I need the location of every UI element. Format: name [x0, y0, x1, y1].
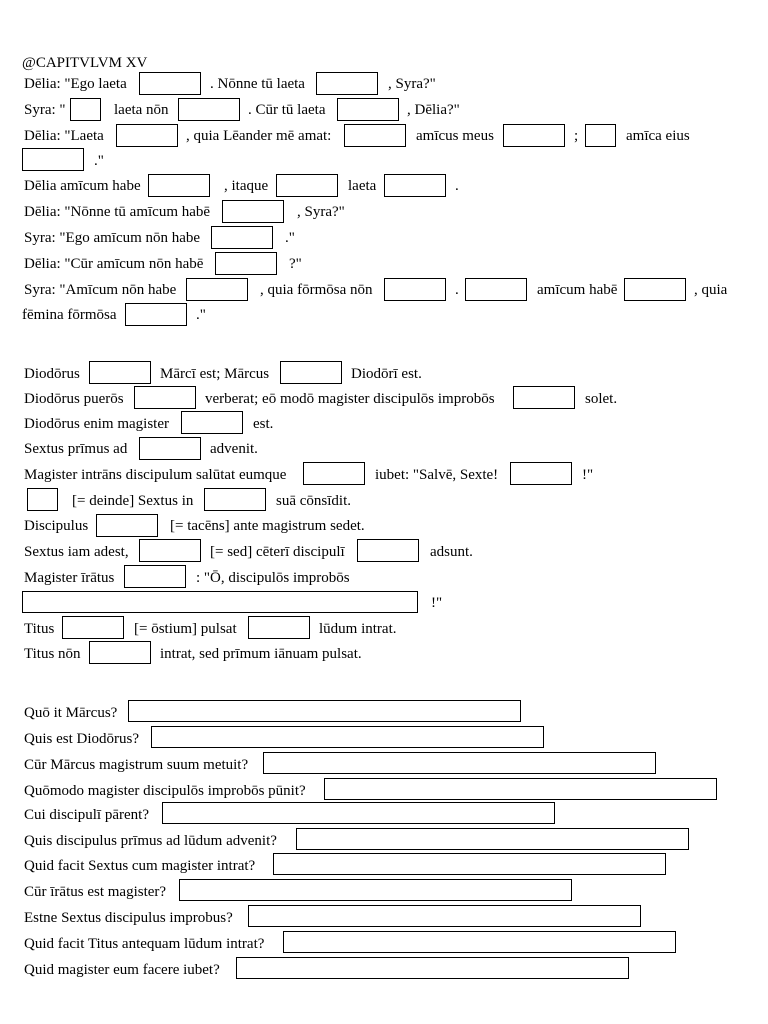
exercise-text: Magister īrātus — [24, 570, 115, 586]
blank-field[interactable] — [116, 124, 178, 147]
exercise-text: !" — [431, 595, 443, 611]
blank-field[interactable] — [27, 488, 58, 511]
dialogue-text: . — [455, 282, 459, 298]
dialogue-text: Dēlia: "Laeta — [24, 128, 104, 144]
answer-field[interactable] — [324, 778, 717, 800]
exercise-text: Diodōrus — [24, 366, 80, 382]
blank-field[interactable] — [280, 361, 342, 384]
answer-field[interactable] — [128, 700, 521, 722]
dialogue-text: ?" — [289, 256, 302, 272]
exercise-text: intrat, sed prīmum iānuam pulsat. — [160, 646, 362, 662]
exercise-text: Sextus iam adest, — [24, 544, 129, 560]
blank-field[interactable] — [89, 641, 151, 664]
blank-field[interactable] — [215, 252, 277, 275]
question-label: Quis est Diodōrus? — [24, 731, 139, 747]
dialogue-text: Dēlia: "Cūr amīcum nōn habē — [24, 256, 204, 272]
blank-field[interactable] — [139, 72, 201, 95]
dialogue-text: . — [455, 178, 459, 194]
dialogue-text: ; — [574, 128, 579, 144]
dialogue-text: ." — [94, 153, 104, 169]
exercise-text: !" — [582, 467, 594, 483]
dialogue-text: , Syra?" — [388, 76, 436, 92]
exercise-text: suā cōnsīdit. — [276, 493, 351, 509]
answer-field[interactable] — [248, 905, 641, 927]
dialogue-text: ." — [196, 307, 206, 323]
exercise-text: solet. — [585, 391, 618, 407]
dialogue-text: Syra: " — [24, 102, 66, 118]
blank-field[interactable] — [181, 411, 243, 434]
blank-field[interactable] — [22, 148, 84, 171]
dialogue-text: , Syra?" — [297, 204, 345, 220]
exercise-text: [= ōstium] pulsat — [134, 621, 237, 637]
exercise-text: Titus nōn — [24, 646, 81, 662]
exercise-text: verberat; eō modō magister discipulōs improbōs — [205, 391, 495, 407]
dialogue-text: , itaque — [224, 178, 269, 194]
blank-field[interactable] — [465, 278, 527, 301]
blank-field[interactable] — [276, 174, 338, 197]
blank-field[interactable] — [316, 72, 378, 95]
exercise-text: [= deinde] Sextus in — [72, 493, 194, 509]
answer-field[interactable] — [283, 931, 676, 953]
blank-field[interactable] — [70, 98, 101, 121]
answer-field[interactable] — [162, 802, 555, 824]
page-title: @CAPITVLVM XV — [22, 55, 148, 71]
exercise-text: Magister intrāns discipulum salūtat eumque — [24, 467, 287, 483]
blank-field[interactable] — [513, 386, 575, 409]
blank-field[interactable] — [178, 98, 240, 121]
dialogue-text: Syra: "Amīcum nōn habe — [24, 282, 177, 298]
blank-field[interactable] — [125, 303, 187, 326]
blank-field[interactable] — [62, 616, 124, 639]
dialogue-text: Syra: "Ego amīcum nōn habe — [24, 230, 201, 246]
question-label: Cui discipulī pārent? — [24, 807, 149, 823]
question-label: Quōmodo magister discipulōs improbōs pūnit? — [24, 783, 306, 799]
dialogue-text: , quia Lēander mē amat: — [186, 128, 332, 144]
dialogue-text: . Cūr tū laeta — [248, 102, 326, 118]
dialogue-text: ." — [285, 230, 295, 246]
exercise-text: Sextus prīmus ad — [24, 441, 128, 457]
dialogue-text: , quia — [694, 282, 728, 298]
blank-field[interactable] — [344, 124, 406, 147]
exercise-text: [= tacēns] ante magistrum sedet. — [170, 518, 365, 534]
blank-field[interactable] — [624, 278, 686, 301]
dialogue-text: . Nōnne tū laeta — [210, 76, 305, 92]
exercise-text: Diodōrī est. — [351, 366, 422, 382]
answer-field[interactable] — [236, 957, 629, 979]
exercise-text: Diodōrus puerōs — [24, 391, 124, 407]
dialogue-text: , quia fōrmōsa nōn — [260, 282, 373, 298]
dialogue-text: fēmina fōrmōsa — [22, 307, 117, 323]
blank-field[interactable] — [139, 437, 201, 460]
exercise-text: advenit. — [210, 441, 258, 457]
dialogue-text: laeta — [348, 178, 377, 194]
blank-field[interactable] — [510, 462, 572, 485]
dialogue-text: Dēlia: "Nōnne tū amīcum habē — [24, 204, 211, 220]
blank-field[interactable] — [503, 124, 565, 147]
dialogue-text: , Dēlia?" — [407, 102, 460, 118]
dialogue-text: laeta nōn — [114, 102, 169, 118]
exercise-text: adsunt. — [430, 544, 473, 560]
question-label: Cūr Mārcus magistrum suum metuit? — [24, 757, 249, 773]
blank-field[interactable] — [96, 514, 158, 537]
exercise-text: : "Ō, discipulōs improbōs — [196, 570, 350, 586]
blank-field[interactable] — [384, 174, 446, 197]
exercise-text: Discipulus — [24, 518, 89, 534]
exercise-text: Mārcī est; Mārcus — [160, 366, 270, 382]
blank-field[interactable] — [204, 488, 266, 511]
question-label: Cūr īrātus est magister? — [24, 884, 167, 900]
blank-field[interactable] — [357, 539, 419, 562]
dialogue-text: Dēlia amīcum habe — [24, 178, 141, 194]
exercise-text: lūdum intrat. — [319, 621, 397, 637]
dialogue-text: Dēlia: "Ego laeta — [24, 76, 127, 92]
exercise-text: Titus — [24, 621, 55, 637]
dialogue-text: amīcum habē — [537, 282, 618, 298]
blank-field[interactable] — [186, 278, 248, 301]
blank-field[interactable] — [211, 226, 273, 249]
exercise-text: iubet: "Salvē, Sexte! — [375, 467, 499, 483]
blank-field-wide[interactable] — [22, 591, 418, 613]
answer-field[interactable] — [151, 726, 544, 748]
blank-field[interactable] — [384, 278, 446, 301]
answer-field[interactable] — [179, 879, 572, 901]
blank-field[interactable] — [585, 124, 616, 147]
blank-field[interactable] — [303, 462, 365, 485]
answer-field[interactable] — [296, 828, 689, 850]
blank-field[interactable] — [148, 174, 210, 197]
question-label: Quid facit Titus antequam lūdum intrat? — [24, 936, 265, 952]
dialogue-text: amīcus meus — [416, 128, 494, 144]
exercise-text: [= sed] cēterī discipulī — [210, 544, 345, 560]
blank-field[interactable] — [134, 386, 196, 409]
answer-field[interactable] — [263, 752, 656, 774]
blank-field[interactable] — [124, 565, 186, 588]
question-label: Quō it Mārcus? — [24, 705, 118, 721]
blank-field[interactable] — [89, 361, 151, 384]
question-label: Quid magister eum facere iubet? — [24, 962, 220, 978]
question-label: Quis discipulus prīmus ad lūdum advenit? — [24, 833, 277, 849]
question-label: Quid facit Sextus cum magister intrat? — [24, 858, 256, 874]
exercise-text: Diodōrus enim magister — [24, 416, 169, 432]
blank-field[interactable] — [222, 200, 284, 223]
exercise-text: est. — [253, 416, 274, 432]
answer-field[interactable] — [273, 853, 666, 875]
blank-field[interactable] — [139, 539, 201, 562]
question-label: Estne Sextus discipulus improbus? — [24, 910, 233, 926]
blank-field[interactable] — [248, 616, 310, 639]
dialogue-text: amīca eius — [626, 128, 690, 144]
blank-field[interactable] — [337, 98, 399, 121]
